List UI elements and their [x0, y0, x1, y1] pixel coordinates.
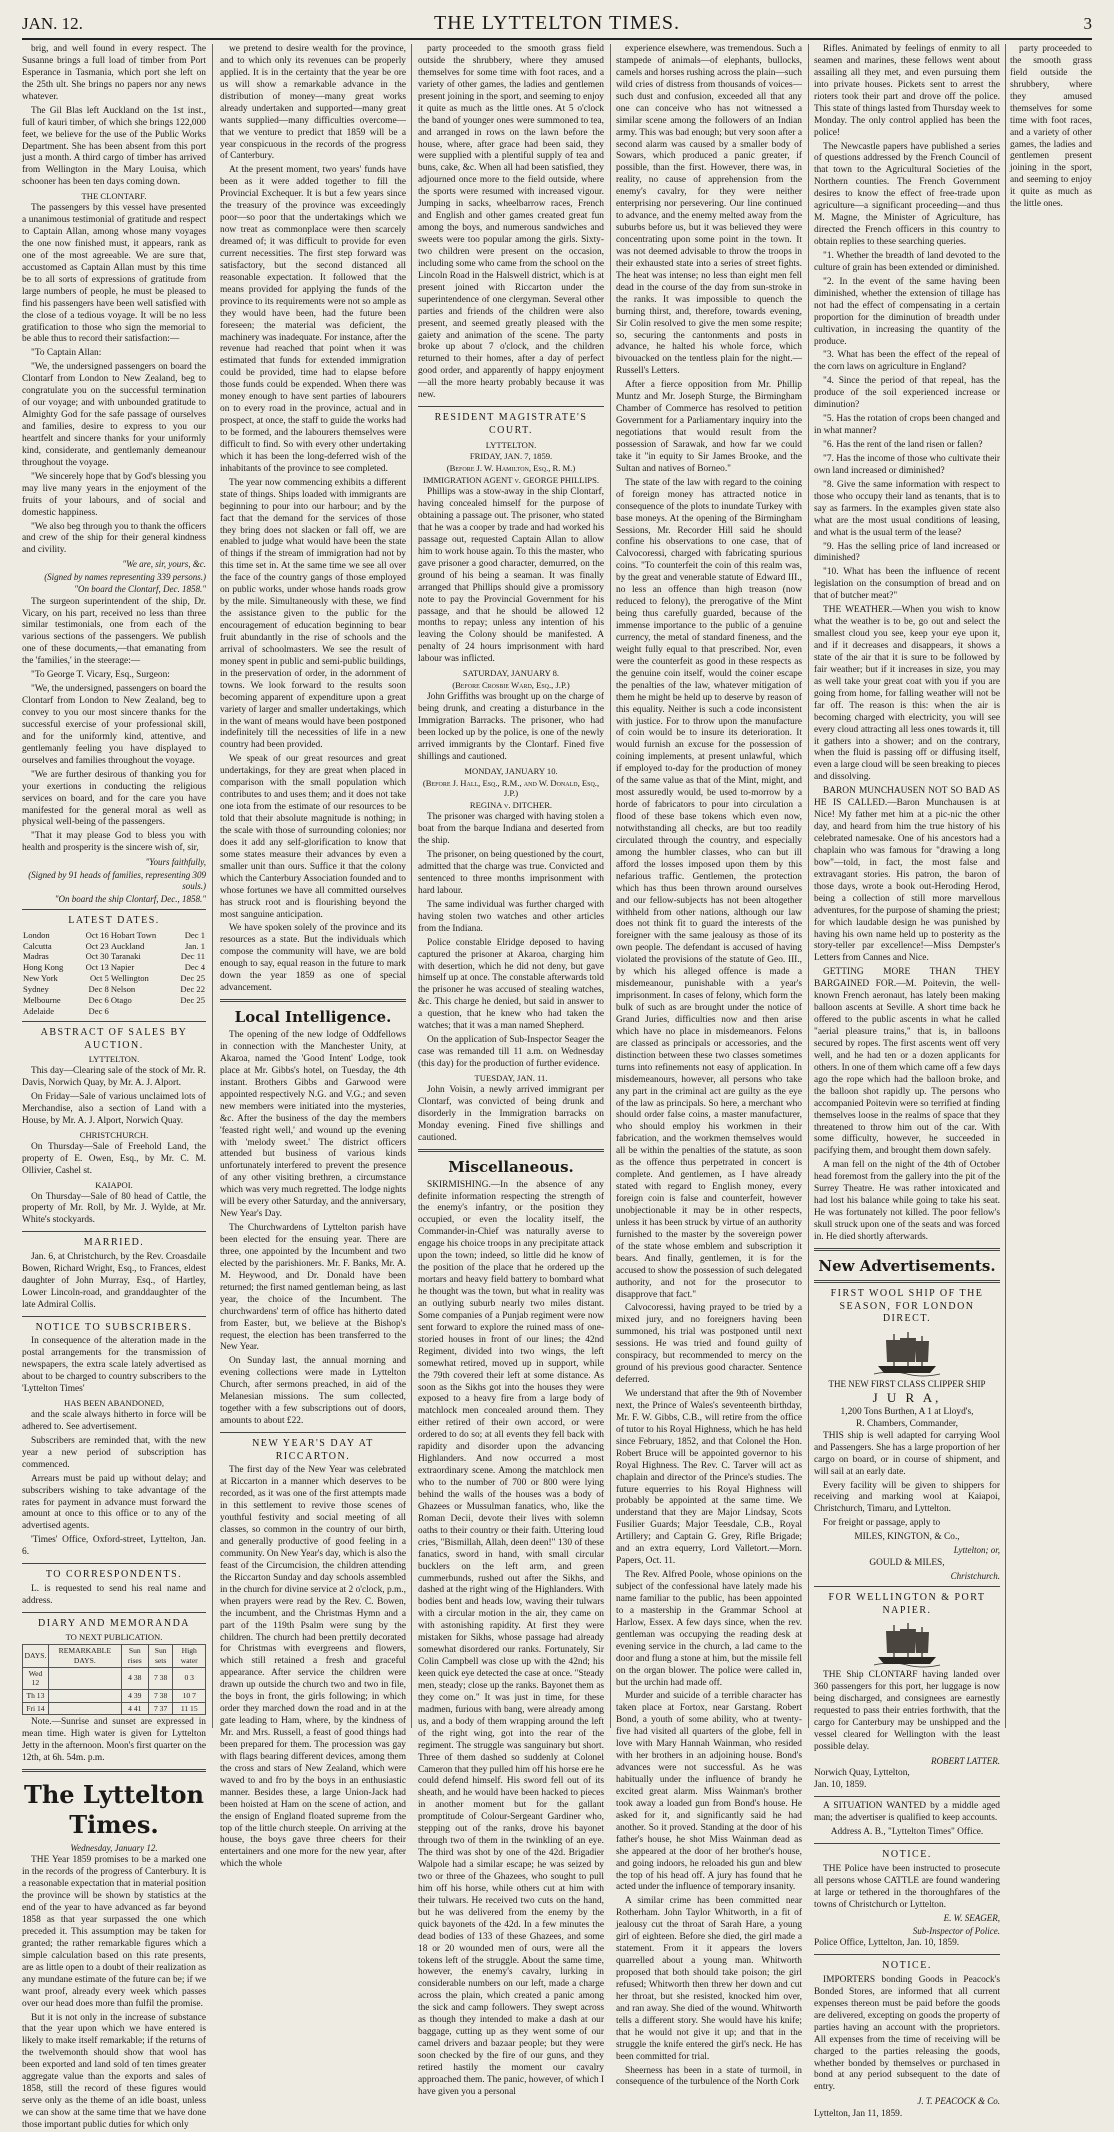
place-cell: New York — [23, 973, 58, 984]
query-item: "1. Whether the breadth of land devoted to the culture of grain has been extended or diminished. — [814, 250, 1000, 273]
news-paragraph: A similar crime has been committed near Rotherham. John Taylor Whitworth, in a fit of jealousy cut the throat of Sarah Hare, a young girl of eighteen. Before she died, the girl made a statement. From it it appears the lovers quarrelled about a young man. Whitworth proposed that both should take poison; the girl refused; Whitworth then threw her down and cut her throat, but she resisted, knocked him over, and ran away. She died of the wound. Whitworth tells a different story. She would have his knife; that he would not give it up; and that in the struggle the knife entered the girl's neck. He has been committed for trial. — [616, 1896, 802, 2062]
ad-date: Jan. 10, 1859. — [814, 1780, 867, 1791]
letter-paragraph: "We, the undersigned passengers on board the Clontarf from London to New Zealand, beg to congratulate you on the successful termination of our voyage; and with unbounded gratitude to Almighty God for the safe passage of ourselves and families, desire to express to you our heartfelt and sincere thanks for your uniformly kind, considerate, and gentlemanly demeanour throughout the voyage. — [22, 362, 206, 468]
news-paragraph: Calvocoressi, having prayed to be tried by a mixed jury, and no foreigners having been summoned, his trial was postponed until next sessions. He was tried and found guilty of conspiracy, but recommended to mercy on the ground of his previous good character. Sentence deferred. — [616, 1303, 802, 1386]
editorial-paragraph: The year now commencing exhibits a different state of things. Ships loaded with immigrants are beginning to pour into our harbour; and by the fact that the demand for the services of those they bring does not slacken or fall off, we are enabled to judge what would have been the state of things if the stream of immigration had not by this time set in. At the same time we see all over the face of the country gangs of those employed on public works, under whose hands roads grow by the mile. Simultaneously with these, we find the assistance given to the public for the encouragement of education beginning to bear fruit abundantly in the rise of schools and the arrival of schoolmasters. We see the result of money spent in public and semi-public buildings, in the preservation of order, in the adornment of towns. We look forward to the results soon becoming apparent of expenditure upon a great variety of larger and smaller undertakings, which in the want of means would have been postponed indefinitely till the necessities of life in a new country had been provided. — [220, 477, 406, 751]
ad-date: Police Office, Lyttelton, Jan. 10, 1859. — [814, 1938, 960, 1949]
news-paragraph: experience elsewhere, was tremendous. Such a stampede of animals—of elephants, bullocks, camels and horses rushing across the plain—such wild cries of distress from thousands of voices—such dust and confusion, exceeded all that any one can conceive who has not witnessed a similar scene among the followers of an Indian army. This was bad enough; but very soon after a second alarm was caused by a smaller body of Sowars, which produced a panic greater, if possible, than the first. However, there was, in reality, no cause of apprehension from the enemy's cavalry, for they were neither enterprising nor persevering. Our line continued to advance, and the enemy melted away from the suburbs before us, but it was believed they were concentrating upon some point in the town. It was not deemed advisable to throw the troops in their exhausted state into a series of street fights. The heat was intense; no less than eight men fell dead in the course of the day from sun-stroke in the ranks. It was impossible to quench the burning thirst, and, therefore, towards evening, Sir Colin resolved to give the men some respite; so, securing the cantonments and posts in advance, he halted his whole force, which bivouacked on the tentless plain for the night.—Russell's Letters. — [616, 44, 802, 377]
court-report: The prisoner, on being questioned by the court, admitted that the charge was true. Convicted and sentenced to three months imprisonment with hard labour. — [418, 850, 604, 896]
latest-dates-row — [22, 941, 206, 952]
diary-cell: 10 7 — [173, 1689, 206, 1702]
diary-cell: 11 15 — [173, 1702, 206, 1715]
editorial-date: Wednesday, January 12. — [70, 1842, 158, 1853]
court-bench: (Before J. Hall, Esq., R.M., and W. Donald, Esq., J.P.) — [422, 777, 600, 799]
editorial-paragraph: At the present moment, two years' funds have been as it were added together to fill the Provincial Exchequer. It is but a few years since the treasury of the province was exceedingly poor—so poor that the undertakings which we now treat as commonplace were then scarcely dreamed of; it was difficult to provide for even current necessities. The first step forward was satisfactory, but the second distanced all reasonable expectation. It followed that the means provided for applying the funds of the province to its requirements were not so ample as they would have been, had the future been foreseen; the material was deficient, the machinery was inadequate. For instance, after the revenue had reached that point when it was estimated that funds for extended immigration could be provided, time had to elapse before those funds could be expended. When there was money enough to have sent parties of labourers on to every road in the province, actual and in prospect, at once, the staff to guide the works had to be formed, and the labourers themselves were difficult to find. So with every other undertaking which it has been the long-deferred wish of the inhabitants of the province to see completed. — [220, 165, 406, 474]
ad-heading: FIRST WOOL SHIP OF THE SEASON, FOR LONDON DIRECT. — [830, 1287, 984, 1325]
latest-dates-table — [22, 930, 206, 1017]
divider — [22, 1316, 206, 1317]
court-bench: (Before Crosbie Ward, Esq., J.P.) — [452, 680, 570, 691]
notice-paragraph: 'Times' Office, Oxford-street, Lyttelton, Jan. 6. — [22, 1535, 206, 1558]
article-paragraph: The surgeon superintendent of the ship, Dr. Vicary, on his part, received no less than three similar testimonials, one from each of the various sections of the passengers. We publish one of these documents,—that emanating from the 'families,' in the steerage:— — [22, 596, 206, 667]
date-cell: Oct 5 — [89, 973, 109, 984]
news-paragraph: GETTING MORE THAN THEY BARGAINED FOR.—M. Poitevin, the well-known French aeronaut, has lately been making balloon ascents at Seville. A short time back he offered to the public ascents in what he called "aerial pleasure trains," that is, in balloons secured by ropes. The first ascents went off very well, and he had ten or a dozen applicants for others. In one of them which came off a few days ago the rope which had the balloon broke, and the balloon shot rapidly up. The persons who accompanied Poitevin were so terrified at finding themselves loose in the realms of space that they threatened to throw him out of the car. With some difficulty, however, he succeeded in pacifying them, and brought them down safely. — [814, 967, 1000, 1157]
ad-body: THE Police have been instructed to prosecute all persons whose CATTLE are found wandering at large or tethered in the thoroughfares of the towns of Christchurch or Lyttelton. — [814, 1863, 1000, 1910]
diary-cell: 4 39 — [121, 1689, 148, 1702]
diary-cell: 7 38 — [148, 1689, 173, 1702]
divider — [814, 1954, 1000, 1955]
date-cell: Dec 4 — [184, 962, 205, 973]
news-paragraph: The opening of the new lodge of Oddfellows in connection with the Manchester Unity, at Akaroa, named the 'Good Intent' Lodge, took place at Mr. Gibbs's hotel, on Tuesday, the 4th instant. Brothers Gibbs and Garwood were appointed respectively N.G. and V.G.; and seven new members were initiated into the mysteries, &c. After the business of the day the members 'feasted right well,' and wound up the evening with 'melody sweet.' The district officers attended but business of various kinds unfortunately interfered to prevent the presence of any other visiting brethren, a circumstance which was very much regretted. The lodge nights will be every other Saturday, and the anniversary, New Year's Day. — [220, 1030, 406, 1220]
news-paragraph: party proceeded to the smooth grass field outside the shrubbery, where they amused themselves for some time with foot races, and a variety of other games, the ladies and gentlemen present joining in the sport, and seeming to enjoy it quite as much as the little ones. At 5 o'clock the band of younger ones were summoned to tea, and arranged in rows on the lawn before the house, where, after grace had been said, they were supplied with a plentiful supply of tea and buns, cake, &c. When all had been satisfied, they adjourned once more to the field outside, where the sports were resumed with increased vigour. Jumping in sacks, wheelbarrow races, French and English and other games created great fun among the boys, and numerous sandwiches and sweets were too popular among the girls. Sixty-two children were present on the occasion, including some who came from the school on the Lincoln Road in the Halswell district, which is at present joined with Riccarton under the superintendence of one clergyman. Several other parties and friends of the children were also present, and seemed greatly pleased with the gaiety and animation of the scene. The party broke up about 7 o'clock, and the children returned to their homes, after a day of perfect good order, and apparently of happy enjoyment—all the more hearty probably because it was new. — [418, 44, 604, 401]
masthead — [22, 6, 1092, 40]
latest-dates-row — [22, 973, 206, 984]
ad-agent: GOULD & MILES, — [869, 1557, 945, 1568]
query-item: "3. What has been the effect of the repeal of the corn laws on agriculture in England? — [814, 350, 1000, 373]
ad-heading: NOTICE. — [882, 1960, 932, 1972]
new-years-heading: NEW YEAR'S DAY AT RICCARTON. — [252, 1438, 374, 1462]
news-paragraph: Rifles. Animated by feelings of enmity to all seamen and marines, these fellows went about assailing all they met, and even pursuing them into private houses. Pickets sent to arrest the rioters took their part and drove off the police. This state of things lasted from Thursday week to Monday. The only control applied has been the police! — [814, 44, 1000, 138]
news-paragraph: Sheerness has been in a state of turmoil, in consequence of the turbulence of the North Cork — [616, 2065, 802, 2088]
date-cell: Dec 25 — [180, 995, 205, 1006]
ad-place: Norwich Quay, Lyttelton, — [814, 1768, 910, 1779]
court-date: SATURDAY, JANUARY 8. — [462, 668, 560, 679]
ad-agent: MILES, KINGTON, & Co., — [854, 1532, 960, 1543]
auction-item: On Thursday—Sale of 80 head of Cattle, the property of Mr. Roll, by Mr. J. Wylde, at Mr. White's stockyards. — [22, 1191, 206, 1226]
news-paragraph: SKIRMISHING.—In the absence of any definite information respecting the strength of the enemy's infantry, or the position they occupied, or even the locality itself, the Commander-in-Chief was naturally averse to engage his choice troops in any precipitate attack upon the town; indeed, so little did he know of the position of the place that he ordered up the mortars and heavy field battery to bombard what he thought was the town, but what in reality was an outlying suburb nearly two miles distant. Some companies of a Punjab regiment were now sent forward to explore the ruined mass of one-storied houses in front of our lines; the 42nd Regiment, divided into two wings, the left somewhat retired, moved up in support, while the 79th covered their left at some distance. As soon as the Sikhs got into the houses they were exposed to a heavy fire from a large body of matchlock men concealed around them. They either retired of their own accord, or were ordered to do so; at all events they fell back with rapidity and disorder upon the advancing Highlanders. And now occurred a most extraordinary scene. Among the matchlock men who to the number of 700 or 800 were lying behind the walls of the houses was a body of Ghazees or Mussulman fanatics, who, like the Roman Decii, devote their lives with solemn oaths to their country or their faith. Uttering loud cries, "Bismillah, Allah, deen deen!" 130 of these fanatics, sword in hand, with small circular bucklers on the left arm, and green cummerbunds, rushed out after the Sikhs, and dashed at the right wing of the Highlanders. With bodies bent and heads low, waving their tulwars with a circular motion in the air, they came on with astonishing rapidity. At first they were mistaken for Sikhs, whose passage had already somewhat disordered our ranks. Fortunately, Sir Colin Campbell was close up with the 42nd; his keen quick eye detected the case at once. "Steady men, steady; close up the ranks. Bayonet them as they come on." It was just in time, for these madmen, furious with bang, were already among us, and a body of them wrapping around the left of the right wing, got into the rear of the regiment. The struggle was sanguinary but short. Three of them dashed so suddenly at Colonel Cameron that they pulled him off his horse ere he could defend himself. His sword fell out of its sheath, and he would have been hacked to pieces in another moment but for the gallant promptitude of Colour-Sergeant Gardiner who, stepping out of the ranks, drove his bayonet through two of them in the twinkling of an eye. The third was shot by one of the 42d. Brigadier Walpole had a similar escape; he was seized by two or three of the Ghazees, who sought to pull him off his horse, while others cut at him with their tulwars. He received two cuts on the hand, but he was delivered from the enemy by the quick bayonets of the 42d. In a few minutes the dead bodies of 133 of these Ghazees, and some 18 or 20 wounded men of ours, were all the tokens left of the struggle. About the same time, however, the enemy's cavalry, lurking in considerable numbers on our left, made a charge across the plain, which created a panic among the sick and camp followers. They swept across as though they intended to make a dash at our baggage, cutting up as they went some of our camel drivers and bazaar people; but they were soon checked by the fire of our guns, and they retired hastily the moment our cavalry approached them. The panic, however, of which I have given you a personal — [418, 1179, 604, 2097]
court-bench: (Before J. W. Hamilton, Esq., R. M.) — [446, 463, 576, 474]
ad-line: THE NEW FIRST CLASS CLIPPER SHIP — [828, 1378, 986, 1389]
place-cell: Napier — [110, 962, 135, 973]
diary-cell: 7 37 — [148, 1702, 173, 1715]
notice-paragraph: Arrears must be paid up without delay; and subscribers wishing to take advantage of the rates for payment in advance must forward the amount at once to this office or to any of the advertised agents. — [22, 1473, 206, 1532]
divider — [22, 909, 206, 910]
divider — [814, 1843, 1000, 1844]
ad-date: Lyttelton, Jan 11, 1859. — [814, 2108, 903, 2119]
divider — [814, 1280, 1000, 1283]
date-cell: Dec 22 — [180, 984, 205, 995]
place-cell: Hobart Town — [110, 929, 157, 940]
shipping-paragraph: brig, and well found in every respect. The Susanne brings a full load of timber from Port Esperance in Tasmania, which port she left on the 25th ult. She brings no papers nor any news whatever. — [22, 44, 206, 102]
diary-cell: Wed 12 — [23, 1667, 49, 1689]
correspondents-note: L. is requested to send his real name and address. — [22, 1583, 206, 1606]
notice-paragraph: Subscribers are reminded that, with the new year a new period of subscription has commenced. — [22, 1435, 206, 1470]
notice-heading: NOTICE TO SUBSCRIBERS. — [35, 1321, 193, 1333]
date-cell — [171, 1006, 206, 1017]
miscellaneous-heading: Miscellaneous. — [448, 1157, 574, 1176]
ad-body: THE Ship CLONTARF having landed over 360 passengers for this port, her luggage is now being discharged, and consignees are earnestly requested to pass their entries forthwith, that the cargo for Canterbury may be unshipped and the vessel cleared for Wellington with the least possible delay. — [814, 1670, 1000, 1752]
court-report: The prisoner was charged with having stolen a boat from the barque Indiana and deserted from the ship. — [418, 812, 604, 847]
query-item: "4. Since the period of that repeal, has the produce of the soil experienced increase or diminution? — [814, 376, 1000, 411]
diary-column-header: DAYS. — [23, 1645, 49, 1667]
notice-emphasis: HAS BEEN ABANDONED, — [63, 1398, 165, 1409]
place-cell: Sydney — [23, 984, 49, 995]
query-item: "2. In the event of the same having been diminished, whether the extension of tillage has not had the effect of compensating in a certain proportion for the diminution of breadth under cultivation, in increasing the quantity of the produce. — [814, 276, 1000, 347]
married-heading: MARRIED. — [83, 1237, 145, 1249]
latest-dates-row — [22, 984, 206, 995]
diary-row — [23, 1689, 206, 1702]
letter-signature: (Signed by 91 heads of families, representing 309 souls.) — [28, 869, 206, 892]
latest-dates-row — [22, 995, 206, 1006]
column-divider — [808, 44, 809, 1728]
divider — [22, 1021, 206, 1022]
section-heading: THE CLONTARF. — [81, 191, 147, 202]
latest-dates-heading: LATEST DATES. — [68, 914, 160, 926]
place-cell: Auckland — [110, 940, 145, 951]
column-divider — [610, 44, 611, 1728]
masthead-date: JAN. 12. — [22, 14, 83, 33]
column-2 — [220, 44, 406, 1870]
diary-cell: 4 38 — [121, 1667, 148, 1689]
court-place: LYTTELTON. — [485, 439, 537, 450]
query-item: "9. Has the selling price of land increased or diminished? — [814, 541, 1000, 564]
column-4 — [616, 44, 802, 2088]
divider — [814, 1248, 1000, 1251]
query-item: "7. Has the income of those who cultivate their own land increased or diminished? — [814, 453, 1000, 476]
place-cell: Melbourne — [23, 995, 61, 1006]
diary-cell: 0 3 — [173, 1667, 206, 1689]
query-item: "10. What has been the influence of recent legislation on the consumption of bread and on that of butcher meat?" — [814, 567, 1000, 602]
latest-dates-row — [22, 1006, 206, 1017]
diary-note: Note.—Sunrise and sunset are expressed in mean time. High water is given for Lyttelton Jetty in the afternoon. Moon's first quarter on the 12th, at 6h. 54m. p.m. — [22, 1717, 206, 1764]
diary-column-header: High water — [173, 1645, 206, 1667]
letter-paragraph: "That it may please God to bless you with health and prosperity is the sincere wish of, sir, — [22, 831, 206, 854]
new-advertisements-heading: New Advertisements. — [818, 1256, 996, 1275]
ad-body: For freight or passage, apply to — [823, 1518, 941, 1529]
place-heading: LYTTELTON. — [88, 1054, 140, 1065]
letter-paragraph: "We, the undersigned, passengers on board the Clontarf from London to New Zealand, beg to convey to you our most sincere thanks for the successful exercise of your professional skill, and for the uniformly kind, attentive, and gentlemanly feeling you have displayed to ourselves and families throughout the voyage. — [22, 684, 206, 766]
notice-paragraph: In consequence of the alteration made in the postal arrangements for the transmission of newspapers, the extra scale lately advertised as about to be charged to country subscribers to the 'Lyttelton Times' — [22, 1336, 206, 1395]
place-cell: Nelson — [110, 984, 136, 995]
diary-cell: Th 13 — [23, 1689, 49, 1702]
date-cell: Oct 13 — [85, 962, 109, 973]
editorial-paragraph: we pretend to desire wealth for the province, and to which only its revenues can be properly applied. It is in the certainty that the year be ore us will show a remarkable advance in the distribution of money—many great works already undertaken and supported—many great wants supplied—many difficulties overcome—that we venture to predict that 1859 will be a year conspicuous in the records of the progress of Canterbury. — [220, 44, 406, 162]
court-date: TUESDAY, JAN. 11. — [474, 1072, 548, 1083]
editorial-paragraph: THE Year 1859 promises to be a marked one in the records of the progress of Canterbury. It is a reasonable expectation that in material position the province will be shown by statistics at the end of the year to have advanced as far beyond 1858 as that year surpassed the one which preceded it. This assumption may be taken for granted; the rather remarkable figures which a simple calculation based on this rate presents, are as little open to a doubt of their realization as any mundane estimate of the future can be; if we want proof, already every week which passes over our head does more than fulfil the promise. — [22, 1855, 206, 2009]
news-paragraph: We understand that after the 9th of November next, the Prince of Wales's seventeenth birthday, Mr. F. W. Gibbs, C.B., will retire from the office of tutor to his Royal Highness, which he has held since February, 1852, and that Colonel the Hon. Robert Bruce will be appointed governor to his Royal Highness. The Rev. C. Tarver will act as chaplain and director of the Prince's studies. The future equerries to his Royal Highness will probably be appointed at the same time. We understand that they are Major Lindsay, Scots Fusilier Guards; Major Teesdale, C.B., Royal Artillery; and Captain G. Grey, Rifle Brigade; and an extra equerry, Lord Valletort.—Morn. Papers, Oct. 11. — [616, 1389, 802, 1567]
column-divider — [212, 44, 213, 1728]
ad-line: 1,200 Tons Burthen, A 1 at Lloyd's, — [840, 1406, 974, 1417]
divider — [418, 406, 604, 407]
court-report: Police constable Elridge deposed to having captured the prisoner at Akaroa, charging him with desertion, which he did not deny, but gave himself up at once. The constable afterwards told the prisoner he was accused of stealing watches, &c. This charge he denied, but said in answer to a question, that he knew who had taken the watches; that it was a man named Shepherd. — [418, 937, 604, 1032]
court-case: IMMIGRATION AGENT v. GEORGE PHILLIPS. — [422, 475, 600, 486]
column-6 — [1010, 44, 1092, 1728]
news-paragraph: The Rev. Alfred Poole, whose opinions on the subject of the confessional have lately made his name familiar to the public, has been appointed to a mastership in the Grammar School at Harlow, Essex. A few days since, when the rev. gentleman was occupying the reading desk at evening service in the church, a lad came to the door and flung a stone at him, but the missile fell on the organ blower. The police were called in, but the urchin had made off. — [616, 1570, 802, 1688]
diary-subheading: TO NEXT PUBLICATION. — [65, 1632, 163, 1643]
letter-signature: "On board the ship Clontarf, Dec., 1858." — [54, 893, 206, 904]
ad-body: Every facility will be given to shippers for receiving and marking wool at Kaiapoi, Christchurch, Timaru, and Lyttelton. — [814, 1480, 1000, 1515]
place-cell: London — [23, 929, 50, 940]
ship-icon — [872, 1330, 942, 1376]
divider — [220, 999, 406, 1002]
diary-column-header: Sun rises — [121, 1645, 148, 1667]
diary-heading: DIARY AND MEMORANDA — [37, 1617, 191, 1629]
court-date: MONDAY, JANUARY 10. — [464, 765, 558, 776]
letter-paragraph: "We sincerely hope that by God's blessing you may live many years in the enjoyment of the fruits of your labours, and of social and domestic happiness. — [22, 471, 206, 518]
ad-signature: ROBERT LATTER. — [930, 1755, 1000, 1766]
ad-heading: NOTICE. — [882, 1849, 932, 1861]
auction-item: On Thursday—Sale of Freehold Land, the property of E. Owen, Esq., by Mr. C. M. Ollivier, Cashel st. — [22, 1141, 206, 1176]
news-paragraph: The Churchwardens of Lyttelton parish have been elected for the ensuing year. There are three, one appointed by the Incumbent and two elected by the parishioners. Mr. F. Banks, Mr. A. M. Heywood, and Dr. Donald have been returned; the first named gentleman being, as last year, the choice of the Incumbent. The churchwardens' term of office has hitherto dated from Easter, but, we believe at the Bishop's request, the election has been transferred to the New Year. — [220, 1223, 406, 1353]
date-cell: Dec 25 — [180, 973, 205, 984]
court-report: Phillips was a stow-away in the ship Clontarf, having concealed himself for the purpose of obtaining a passage out. The prisoner, who stated that he was a cooper by trade and had worked his passage out, requested Captain Allan to allow him to work house again. To this the master, who gave prisoner a good character, demurred, on the ground of his being a seaman. It was finally arranged that Phillips should give a promissory note to pay the Provincial Government for his passage, and that he should be allowed 12 months to repay; unless any intention of his leaving the Colony should be manifested. A penalty of 24 hours imprisonment with hard labour was inflicted. — [418, 487, 604, 665]
letter-signature: (Signed by names representing 339 persons.) — [44, 571, 206, 582]
ad-address: Address A. B., "Lyttelton Times" Office. — [830, 1827, 984, 1838]
ad-body: A SITUATION WANTED by a middle aged man; the advertiser is qualified to keep accounts. — [814, 1801, 1000, 1824]
court-case: REGINA v. DITCHER. — [469, 800, 553, 811]
letter-signature: "On board the Clontarf, Dec. 1858." — [74, 584, 206, 595]
local-intelligence-heading: Local Intelligence. — [234, 1008, 392, 1027]
date-cell: Oct 16 — [85, 929, 109, 940]
divider — [22, 1769, 206, 1772]
ad-body: THIS ship is well adapted for carrying Wool and Passengers. She has a large proportion of her cargo on board, or in course of shipment, and will sail at an early date. — [814, 1430, 1000, 1477]
editorial-paragraph: We speak of our great resources and great undertakings, for they are great when placed in comparison with the small population which contributes to and uses them; and it does not take one iota from the estimate of our resources to be told that their absolute magnitude is nothing; in the scale with those of surrounding colonies; nor does it add any self-glorification to know that some states measure their advances by even a smaller unit than ours. Suffice it that the colony which the Canterbury Association founded and to whose fortunes we have all committed ourselves has struck root and is flourishing beyond the most sanguine anticipation. — [220, 754, 406, 920]
diary-table — [22, 1644, 206, 1715]
ad-agent-place: Christchurch. — [950, 1570, 1000, 1581]
masthead-rule — [22, 38, 1092, 40]
editorial-paragraph: But it is not only in the increase of substance that the year upon which we have entered is likely to make itself remarkable; if the returns of the twelvemonth should show that wool has been exported and land sold of ten times greater aggregate value than the exports and sales of 1858, still the record of these figures would serve only as the theme of an idle boast, unless we can show at the same time that we have done those important public duties for which only — [22, 2012, 206, 2130]
divider — [418, 1149, 604, 1152]
ad-agent-place: Lyttelton; or, — [953, 1545, 1000, 1556]
place-heading: KAIAPOI. — [95, 1179, 133, 1190]
diary-cell: 4 41 — [121, 1702, 148, 1715]
court-report: On the application of Sub-Inspector Seager the case was remanded till 11 a.m. on Wednesday (this day) for the production of further evidence. — [418, 1035, 604, 1069]
abstract-heading: ABSTRACT OF SALES BY AUCTION. — [40, 1026, 188, 1051]
editorial-paragraph: We have spoken solely of the province and its resources as a state. But the individuals which compose the community will have, we are bold enough to say, equal reason in the future to mark down the year 1859 as one of special advancement. — [220, 923, 406, 994]
column-divider — [1005, 44, 1006, 1728]
news-paragraph: Murder and suicide of a terrible character has taken place at Fortox, near Garstang. Robert Bond, a youth of some ability, who at twenty-five had visited all quarters of the globe, fell in love with Mary Hannah Wainman, who resided with her brothers in an adjoining house. Bond's advances were not successful. As he was habitually under the influence of brandy he excited great alarm. Miss Wainman's brother took away a loaded gun from Bond's house. He asked for it, and significantly said he had another. So it proved. Standing at the door of his father's house, he shot Miss Wainman dead as she appeared at the door of her brother's house, and going indoors, he reloaded his gun and blew the top of his head off. A jury has found that he acted under the influence of temporary insanity. — [616, 1691, 802, 1893]
ad-body: IMPORTERS bonding Goods in Peacock's Bonded Stores, are informed that all current expenses thereon must be paid before the goods are delivered, excepting on goods the property of parties having an account with the proprietors. All expenses from the time of receiving will be charged to the parties releasing the goods, whether bonded by themselves or purchased in bond at any period subsequent to the date of entry. — [814, 1974, 1000, 2093]
date-cell: Dec 11 — [180, 951, 205, 962]
diary-cell: 7 38 — [148, 1667, 173, 1689]
diary-cell: Fri 14 — [23, 1702, 49, 1715]
diary-cell — [48, 1689, 121, 1702]
ad-ship-name: J U R A, — [872, 1390, 942, 1406]
column-divider — [411, 44, 412, 1728]
column-5 — [814, 44, 1000, 2119]
query-item: "6. Has the rent of the land risen or fallen? — [823, 440, 983, 450]
diary-column-header: Sun sets — [148, 1645, 173, 1667]
place-cell: Madras — [23, 951, 49, 962]
diary-column-header: REMARKABLE DAYS. — [48, 1645, 121, 1667]
letter-signature: "Yours faithfully, — [145, 857, 206, 868]
court-report: John Griffiths was brought up on the charge of being drunk, and creating a disturbance in the Immigration Barracks. The prisoner, who had been locked up by the police, is one of the newly arrived immigrants by the Clontarf. Fined five shillings and cautioned. — [418, 692, 604, 762]
date-cell: Oct 30 — [85, 951, 109, 962]
column-3 — [418, 44, 604, 2097]
court-heading: RESIDENT MAGISTRATE'S COURT. — [434, 412, 588, 436]
place-cell: Otago — [110, 995, 132, 1006]
ad-line: R. Chambers, Commander, — [856, 1418, 958, 1429]
court-report: John Voisin, a newly arrived immigrant per Clontarf, was convicted of being drunk and disorderly in the Immigration barracks on Monday evening. Fined five shillings and cautioned. — [418, 1084, 604, 1143]
place-cell: Calcutta — [23, 940, 52, 951]
query-item: "8. Give the same information with respect to those who occupy their land as tenants, that is to say as farmers. In the examples given state also what are the most usual conditions of leasing, and what is the usual term of the lease? — [814, 479, 1000, 538]
ship-icon — [872, 1621, 942, 1667]
date-cell: Dec 1 — [184, 929, 205, 940]
news-paragraph: The state of the law with regard to the coining of foreign money has attracted notice in consequence of the plots to inundate Turkey with base moneys. At the opening of the Birmingham Sessions, Mr. Recorder Hill said he should confine his observations to one case, that of Calvocoressi, charged with fabricating spurious coins. "To counterfeit the coin of this realm was, by the great and venerable statute of Edward III., no less an offence than high treason (now reduced to felony), the prerogative of the Mint being thus carefully guarded, because of the immense importance to the public of a genuine currency, the metal of standard fineness, and the weight fully equal to that prescribed. Nor, even were the counterfeit as good in these respects as the genuine coin itself, would the coiner escape the penalties of the law, whatever mitigation of them he might be held up to deserve by reason of this equality. Neither is such a code inconsistent with justice. For to throw upon the manufacture of coin would be to insure its deterioration. It would furnish an excuse for the possession of coining implements, at present unlawful, which if employed to-day for the production of money of the same value as that of the Mint, might, and most assuredly would, be used to-morrow by a horde of fabricators to pour into circulation a flood of these base tokens which even now, notwithstanding all checks, are but too readily circulated through the country, and especially among the humbler classes, who can but ill afford the losses imposed upon them by this nefarious traffic. Gentlemen, the protection which has thus been thrown around ourselves and our fellow-subjects has not been altogether withheld from other nations, although our law does not think fit to guard the interests of the foreigner with the same jealousy as those of its own people. The defendant is accused of having violated the provisions of the statute of Geo. III., by which his alleged offence is made a misdemeanour, punishable with a year's imprisonment. In cases of felony, which form the bulk of such as are brought under the notice of Grand Juries, difficulties now and then arise which have no place in misdemeanors. Felons are classed as principals or accessories, and the distinction between these two classes sometimes turns into refinements not easy of application. In misdemeanours, however, all persons who take any part in the criminal act are guilty as the eye of the law as principals. So here, a merchant who should order false coins, a master manufacturer, who should employ his workmen in their fabrication, and the workmen themselves would all be within the penalties of the statute, as soon as the offence thus perpetrated in concert is complete. And gentlemen, as I have already stated with regard to English money, every foreign coin is false and counterfeit, however unobjectionable it may be in other respects, unless it has been struck by virtue of an authority furnished to the master by the sovereign power of the state whose emblem and subscription it bears. And finally, gentlemen, it is for the accused to show the possession of such delegated authority, and not for the prosecutor to disapprove that fact." — [616, 477, 802, 1300]
diary-row — [23, 1667, 206, 1689]
article-paragraph: The passengers by this vessel have presented a unanimous testimonial of gratitude and respect to Captain Allan, among whose many voyages the one now finished must, it appears, rank as one of the most agreeable. We are sure that, accustomed as Captain Allan must by this time be to all sorts of expressions of gratitude from large numbers of people, he must be pleased to find his passengers have been well satisfied with the close of a tedious voyage. It will be no less gratification to those who sign the memorial to be able thus to record their satisfaction:— — [22, 203, 206, 345]
news-paragraph: THE WEATHER.—When you wish to know what the weather is to be, go out and select the smallest cloud you see, keep your eye upon it, and if it decreases and disappears, it shows a state of the air that it is sure to be followed by fair weather; but if it increases in size, you may as well take your great coat with you if you are going from home, for falling weather will not be far off. The reason is this: when the air is becoming charged with electricity, you will see every cloud attracting all less ones towards it, till it gathers into a shower; and on the contrary, when the fluid is passing off or diffusing itself, even a large cloud will be seen breaking to pieces and dissolving. — [814, 605, 1000, 783]
column-1 — [22, 44, 206, 2130]
place-heading: CHRISTCHURCH. — [79, 1129, 149, 1140]
divider — [22, 1563, 206, 1564]
auction-item: This day—Clearing sale of the stock of Mr. R. Davis, Norwich Quay, by Mr. A. J. Alport. — [22, 1066, 206, 1089]
auction-item: On Friday—Sale of various unclaimed lots of Merchandise, also a section of Land with a House, by Mr. A. J. Alport, Norwich Quay. — [22, 1092, 206, 1126]
court-date: FRIDAY, JAN. 7, 1859. — [469, 451, 553, 462]
court-report: The same individual was further charged with having stolen two watches and other articles from the Indiana. — [418, 899, 604, 934]
ad-heading: FOR WELLINGTON & PORT NAPIER. — [828, 1592, 986, 1616]
news-paragraph: On Sunday last, the annual morning and evening collections were made in Lyttelton Church, after sermons preached, in aid of the Melanesian missions. The sum collected, together with a few subscriptions out of doors, amounts to about £22. — [220, 1356, 406, 1427]
correspondents-heading: TO CORRESPONDENTS. — [45, 1569, 183, 1581]
date-cell: Oct 23 — [85, 940, 109, 951]
letter-signature: "We are, sir, yours, &c. — [122, 559, 206, 570]
date-cell: Dec 6 — [88, 1006, 109, 1017]
place-cell: Adelaide — [23, 1006, 55, 1017]
divider — [22, 1231, 206, 1232]
ad-signature: J. T. PEACOCK & Co. — [917, 2096, 1000, 2107]
shipping-paragraph: The Gil Blas left Auckland on the 1st inst., full of kauri timber, of which she brings 122,000 feet, we believe for the use of the Public Works Department. She has been absent from this port just a month. A third cargo of timber has arrived from Wellington in the Mary Louisa, which schooner has been ten days coming down. — [22, 105, 206, 188]
letter-paragraph: "We also beg through you to thank the officers and crew of the ship for their general kindness and civility. — [22, 521, 206, 556]
latest-dates-row — [22, 962, 206, 973]
page-number: 3 — [1083, 14, 1092, 33]
diary-cell — [48, 1702, 121, 1715]
masthead-title: THE LYTTELTON TIMES. — [434, 12, 680, 34]
divider — [220, 1432, 406, 1433]
letter-paragraph: "We are further desirous of thanking you for your exertions in conducting the religious services on board, and for the care you have manifested for the general moral as well as physical well-being of the passengers. — [22, 769, 206, 828]
editorial-masthead: The Lyttelton Times. — [24, 1779, 204, 1840]
notice-paragraph: and the scale always hitherto in force will be adhered to. See advertisement. — [22, 1409, 206, 1432]
query-item: "5. Has the rotation of crops been changed and in what manner? — [814, 414, 1000, 437]
news-paragraph: party proceeded to the smooth grass field outside the shrubbery, where they amused themselves for some time with foot races, and a variety of other games, the ladies and gentlemen present joining in the sport, and seeming to enjoy it quite as much as the little ones. — [1010, 44, 1092, 210]
divider — [22, 1612, 206, 1613]
date-cell: Jan. 1 — [184, 940, 205, 951]
letter-salutation: "To George T. Vicary, Esq., Surgeon: — [31, 670, 170, 681]
ad-signature: Sub-Inspector of Police. — [912, 1925, 1000, 1936]
date-cell: Dec 8 — [88, 984, 109, 995]
diary-cell — [48, 1667, 121, 1689]
ad-signature: E. W. SEAGER, — [943, 1913, 1000, 1924]
place-cell — [110, 1006, 172, 1017]
divider — [814, 1796, 1000, 1797]
latest-dates-row — [22, 930, 206, 941]
news-paragraph: BARON MUNCHAUSEN NOT SO BAD AS HE IS CALLED.—Baron Munchausen is at Nice! My father met him at a pic-nic the other day, and heard from him the true history of his celebrated namesake. One of his ancestors had a chaplain who was famous for "drawing a long bow"—told, in fact, the most false and extravagant stories. His patron, the baron of those days, wrote a book out-Heroding Herod, being a collection of still more marvellous adventures, for the purpose of shaming the priest; for which laudable design he was punished by having his own name held up to posterity as the story-teller par excellence!—Miss Dempster's Letters from Cannes and Nice. — [814, 786, 1000, 964]
married-notice: Jan. 6, at Christchurch, by the Rev. Croasdaile Bowen, Richard Wright, Esq., to Frances, eldest daughter of John Murray, Esq., of Hartley, Lower Lincoln-road, and granddaughter of the late Admiral Collis. — [22, 1252, 206, 1310]
news-paragraph: The Newcastle papers have published a series of questions addressed by the French Council of that town to the Agricultural Societies of the Northern counties. The French Government desires to know the effect of free-trade upon agriculture—a significant proceeding—and thus M. Magne, the Minister of Agriculture, has directed the French officers in this country to obtain replies to these searching queries. — [814, 141, 1000, 247]
news-paragraph: A man fell on the night of the 4th of October head foremost from the gallery into the pit of the Surrey Theatre. He was rather intoxicated and had lost his balance while going to take his seat. He was fortunately not killed. The poor fellow's skull struck upon one of the seats and was forced in. He died shortly afterwards. — [814, 1160, 1000, 1242]
news-paragraph: After a fierce opposition from Mr. Phillip Muntz and Mr. Joseph Sturge, the Birmingham Chamber of Commerce has resolved to petition Government for a Parliamentary inquiry into the negotiations that would result from the possession of Sarawak, and how far we could take it "in equity to Sir James Brooke, and the Sultan and natives of Borneo." — [616, 380, 802, 474]
place-cell: Taranaki — [110, 951, 141, 962]
letter-salutation: "To Captain Allan: — [31, 348, 102, 359]
divider — [814, 1586, 1000, 1587]
diary-row — [23, 1702, 206, 1715]
place-cell: Wellington — [110, 973, 149, 984]
place-cell: Hong Kong — [23, 962, 64, 973]
latest-dates-row — [22, 951, 206, 962]
news-paragraph: The first day of the New Year was celebrated at Riccarton in a manner which deserves to be recorded, as it was one of the first attempts made in this settlement to revive those scenes of youthful festivity and social meeting of all classes, so common in the country of our birth, and generally productive of good feeling in a community. On New Year's day, which is also the feast of the Circumcision, the children attending the Riccarton Sunday and day schools assembled in the church for divine service at 2 o'clock, p.m., when prayers were read by the Rev. C. Bowen, the incumbent, and the Christmas Hymn and a part of the 119th Psalm were sung by the children. The church had been prettily decorated for Christmas with evergreens and flowers, which still retained a fresh and graceful appearance. After service the children were drawn up outside the church two and two in file, the boys in front, the girls following; in which order they marched down the road and in at the gate leading to Ham, where, by the kindness of Mr. and Mrs. Russell, a feast of good things had been prepared for them. The procession was gay with flags bearing different devices, among them the cross and stars of New Zealand, which were waved to and fro by the boys in an enthusiastic manner. Besides these, a large Union-Jack had been hoisted at Ham on the scene of action, and the ensign of England floated supreme from the top of the little church steeple. On arriving at the house, the boys gave three cheers for their entertainers and one more for the new year, after which the whole — [220, 1465, 406, 1870]
date-cell: Dec 6 — [88, 995, 109, 1006]
